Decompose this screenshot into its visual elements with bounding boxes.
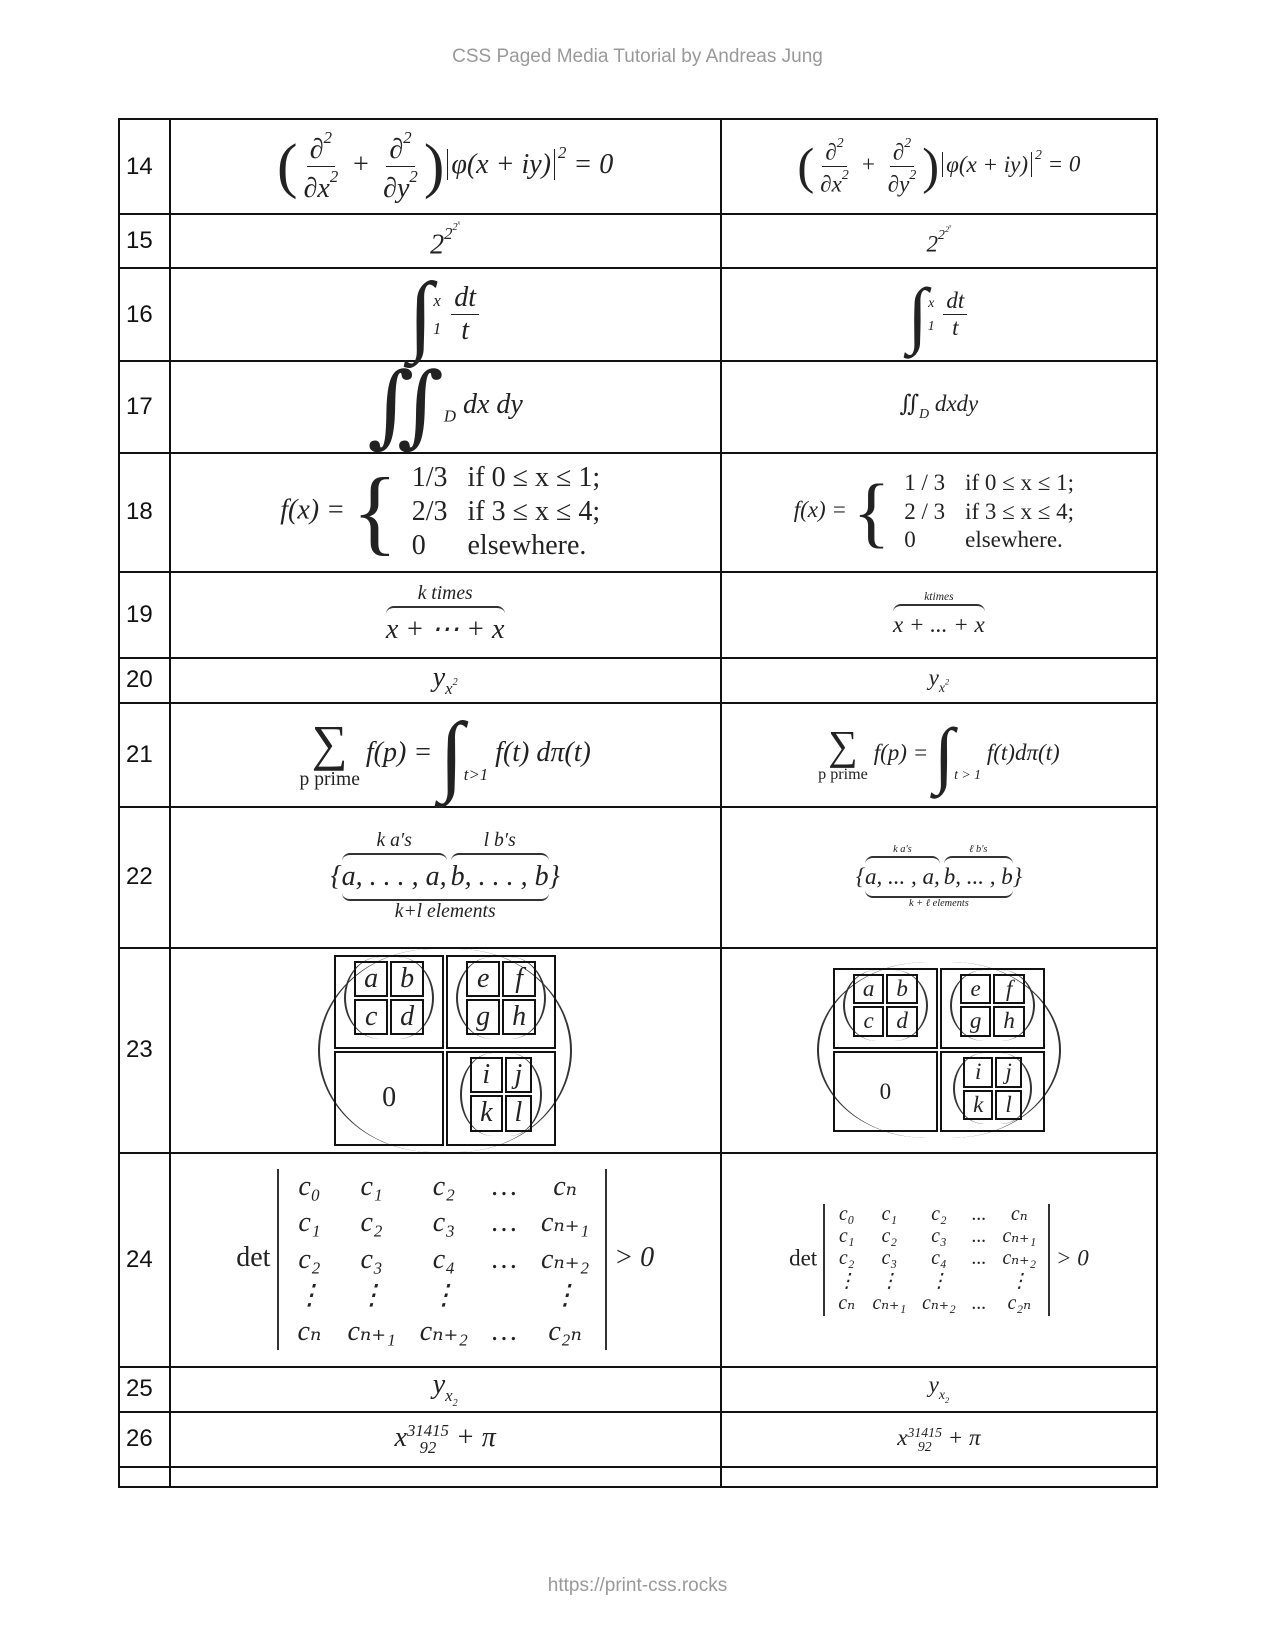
table-row <box>119 1153 1157 1367</box>
latex-rendering: k times x + ⋯ + x <box>170 572 721 658</box>
mathml-rendering: $y_{x_2}$ <box>721 1367 1157 1412</box>
table-row <box>119 948 1157 1153</box>
table-row <box>119 572 1157 658</box>
row-number: 20 <box>119 658 170 703</box>
mathml-rendering: f(x) = { 1 / 3 if 0 ≤ x ≤ 1; 2 / 3 if 3 ≤ x ≤ 4; 0 elsewhere. <box>721 453 1157 572</box>
row-number: 26 <box>119 1412 170 1467</box>
table-row <box>119 361 1157 453</box>
latex-rendering: $2^{2^{2^x}}$ <box>170 214 721 268</box>
latex-rendering: a b c d e f g h 0 i j k l <box>170 948 721 1153</box>
latex-rendering: ∫ x 1 $\frac{dt}{t}$ <box>170 268 721 361</box>
row-number <box>119 1467 170 1487</box>
table-row <box>119 214 1157 268</box>
row-number: 17 <box>119 361 170 453</box>
latex-rendering: ( $\frac{\partial^2}{\partial x^2}$ + $\frac{\partial^2}{\partial y^2}$ ) φ(x + iy) $^2$ = 0 <box>170 119 721 214</box>
latex-rendering: ∑ p prime f(p) = ∫ t>1 f(t) dπ(t) <box>170 703 721 807</box>
row-number: 19 <box>119 572 170 658</box>
math-comparison-table <box>118 118 1158 1488</box>
table-row <box>119 119 1157 214</box>
mathml-rendering: ( $\frac{\partial^2}{\partial x^2}$ + $\frac{\partial^2}{\partial y^2}$ ) φ(x + iy) $^2$ = 0 <box>721 119 1157 214</box>
table-row <box>119 703 1157 807</box>
page-footer: https://print-css.rocks <box>547 1575 728 1596</box>
mathml-rendering: ∑ p prime f(p) = ∫ t > 1 f(t)dπ(t) <box>721 703 1157 807</box>
mathml-rendering: ∫ x 1 $\frac{dt}{t}$ <box>721 268 1157 361</box>
mathml-rendering: det c₀ c₁ c₂ ... cₙ c₁ c₂ c₃ ... cₙ₊₁ c₂ c₃ c₄ ... cₙ₊₂ ⋮ ⋮ ⋮ ⋮ cₙ cₙ₊₁ cₙ₊₂ ... c₂ₙ > 0 <box>721 1153 1157 1367</box>
row-number: 16 <box>119 268 170 361</box>
mathml-rendering <box>721 1467 1157 1487</box>
mathml-rendering: ktimes x + ... + x <box>721 572 1157 658</box>
latex-rendering <box>170 1467 721 1487</box>
latex-rendering: $y_{x^2}$ <box>170 658 721 703</box>
table-row <box>119 453 1157 572</box>
row-number: 21 <box>119 703 170 807</box>
mathml-rendering: $2^{2^{2^x}}$ <box>721 214 1157 268</box>
latex-rendering: f(x) = { 1/3 if 0 ≤ x ≤ 1; 2/3 if 3 ≤ x ≤ 4; 0 elsewhere. <box>170 453 721 572</box>
table-row <box>119 807 1157 948</box>
mathml-rendering: $∬_D$ dxdy <box>721 361 1157 453</box>
page-header: CSS Paged Media Tutorial by Andreas Jung <box>452 46 823 67</box>
table-row <box>119 658 1157 703</box>
row-number: 14 <box>119 119 170 214</box>
row-number: 22 <box>119 807 170 948</box>
latex-rendering: { k a′s a, . . . , a, l b′s b, . . . , b k+l elements } <box>170 807 721 948</box>
table-row <box>119 1367 1157 1412</box>
mathml-rendering: $y_{x^2}$ <box>721 658 1157 703</box>
latex-rendering: $y_{x_2}$ <box>170 1367 721 1412</box>
table-row <box>119 1412 1157 1467</box>
table-row <box>119 268 1157 361</box>
latex-rendering: $∬_D$ dx dy <box>170 361 721 453</box>
mathml-rendering: a b c d e f g h 0 i j k l <box>721 948 1157 1153</box>
row-number: 25 <box>119 1367 170 1412</box>
latex-rendering: det c₀ c₁ c₂ … cₙ c₁ c₂ c₃ … cₙ₊₁ c₂ c₃ c₄ … cₙ₊₂ ⋮ ⋮ ⋮ ⋮ cₙ cₙ₊₁ cₙ₊₂ … c₂ₙ > 0 <box>170 1153 721 1367</box>
latex-rendering: x 31415 92 + π <box>170 1412 721 1467</box>
row-number: 18 <box>119 453 170 572</box>
mathml-rendering: { k a's a, ... , a, ℓ b's b, ... , b k + ℓ elements } <box>721 807 1157 948</box>
table-row <box>119 1467 1157 1487</box>
row-number: 23 <box>119 948 170 1153</box>
row-number: 24 <box>119 1153 170 1367</box>
mathml-rendering: x 31415 92 + π <box>721 1412 1157 1467</box>
row-number: 15 <box>119 214 170 268</box>
